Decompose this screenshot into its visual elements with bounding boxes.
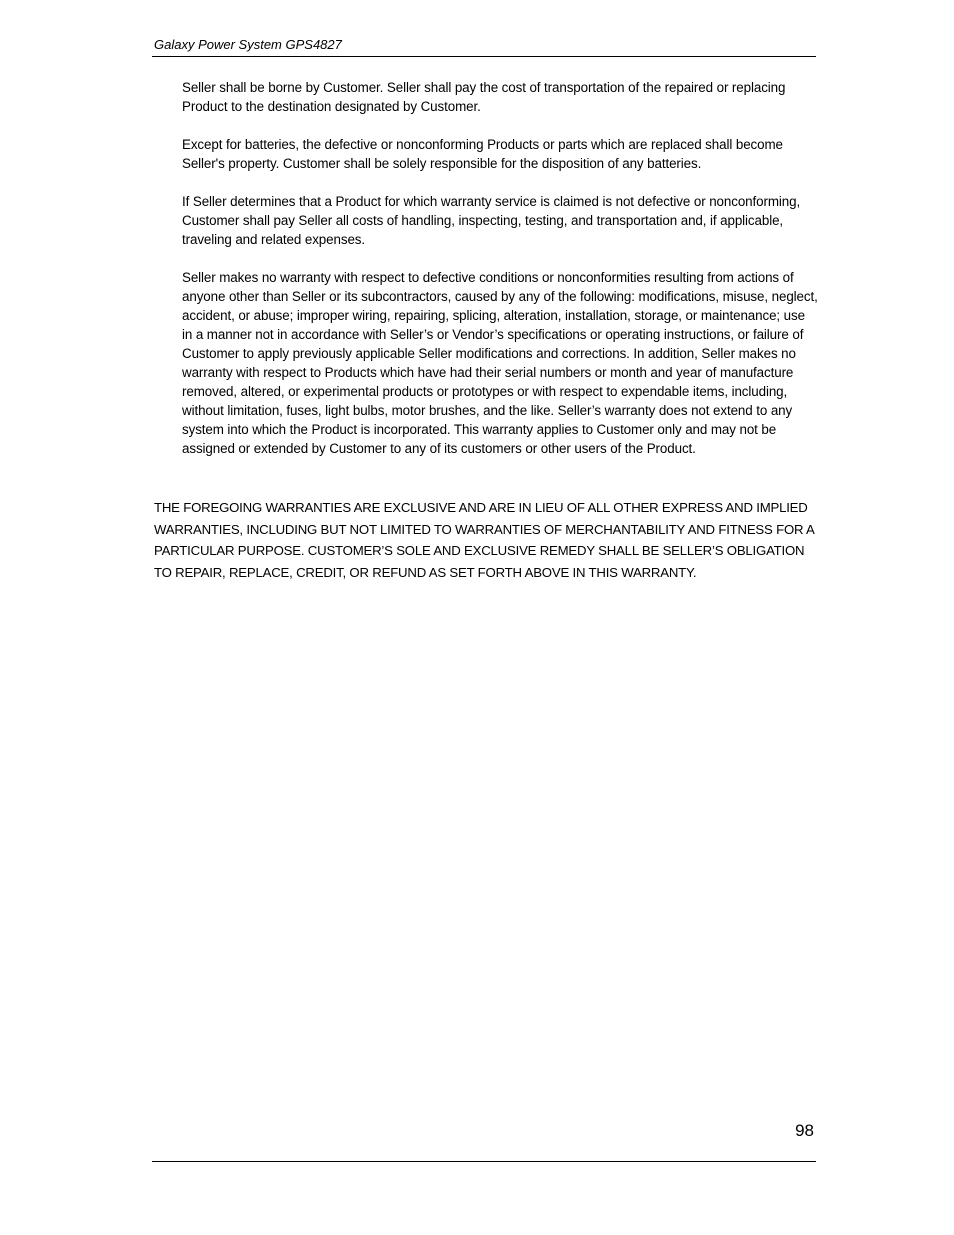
- page-number: 98: [795, 1121, 814, 1140]
- page-header: [152, 36, 816, 57]
- warranty-disclaimer: THE FOREGOING WARRANTIES ARE EXCLUSIVE AND ARE IN LIEU OF ALL OTHER EXPRESS AND IMPLIED WARRANTIES, INCLUDING BUT NOT LIMITED TO WARRANTIES OF MERCHANTABILITY AND FITNESS FOR A PARTICULAR PURPOSE. CUSTOMER’S SOLE AND EXCLUSIVE REMEDY SHALL BE SELLER’S OBLIGATION TO REPAIR, REPLACE, CREDIT, OR REFUND AS SET FORTH ABOVE IN THIS WARRANTY.: [154, 500, 814, 580]
- paragraph-not-defective: If Seller determines that a Product for which warranty service is claimed is not defective or nonconforming, Customer shall pay Seller all costs of handling, inspecting, testing, and transportation and, if applicable, traveling and related expenses.: [182, 194, 801, 247]
- warranty-terms: [182, 78, 818, 477]
- document-title: Galaxy Power System GPS4827: [154, 37, 342, 52]
- paragraph-batteries: Except for batteries, the defective or nonconforming Products or parts which are replaced shall become Seller's property. Customer shall be solely responsible for the disposition of any batteries.: [182, 137, 783, 171]
- paragraph-transportation: Seller shall be borne by Customer. Seller shall pay the cost of transportation of the repaired or replacing Product to the destination designated by Customer.: [182, 80, 786, 114]
- paragraph-exclusions: Seller makes no warranty with respect to defective conditions or nonconformities resulting from actions of anyone other than Seller or its subcontractors, caused by any of the following: modifications, misuse, neglect, accident, or abuse; improper wiring, repairing, splicing, alteration, installation, storage, or maintenance; use in a manner not in accordance with Seller’s or Vendor’s specifications or operating instructions, or failure of Customer to apply previously applicable Seller modifications and corrections. In addition, Seller makes no warranty with respect to Products which have had their serial numbers or month and year of manufacture removed, altered, or experimental products or prototypes or with respect to expendable items, including, without limitation, fuses, light bulbs, motor brushes, and the like. Seller’s warranty does not extend to any system into which the Product is incorporated. This warranty applies to Customer only and may not be assigned or extended by Customer to any of its customers or other users of the Product.: [182, 270, 818, 456]
- footer-rule: [152, 1161, 816, 1162]
